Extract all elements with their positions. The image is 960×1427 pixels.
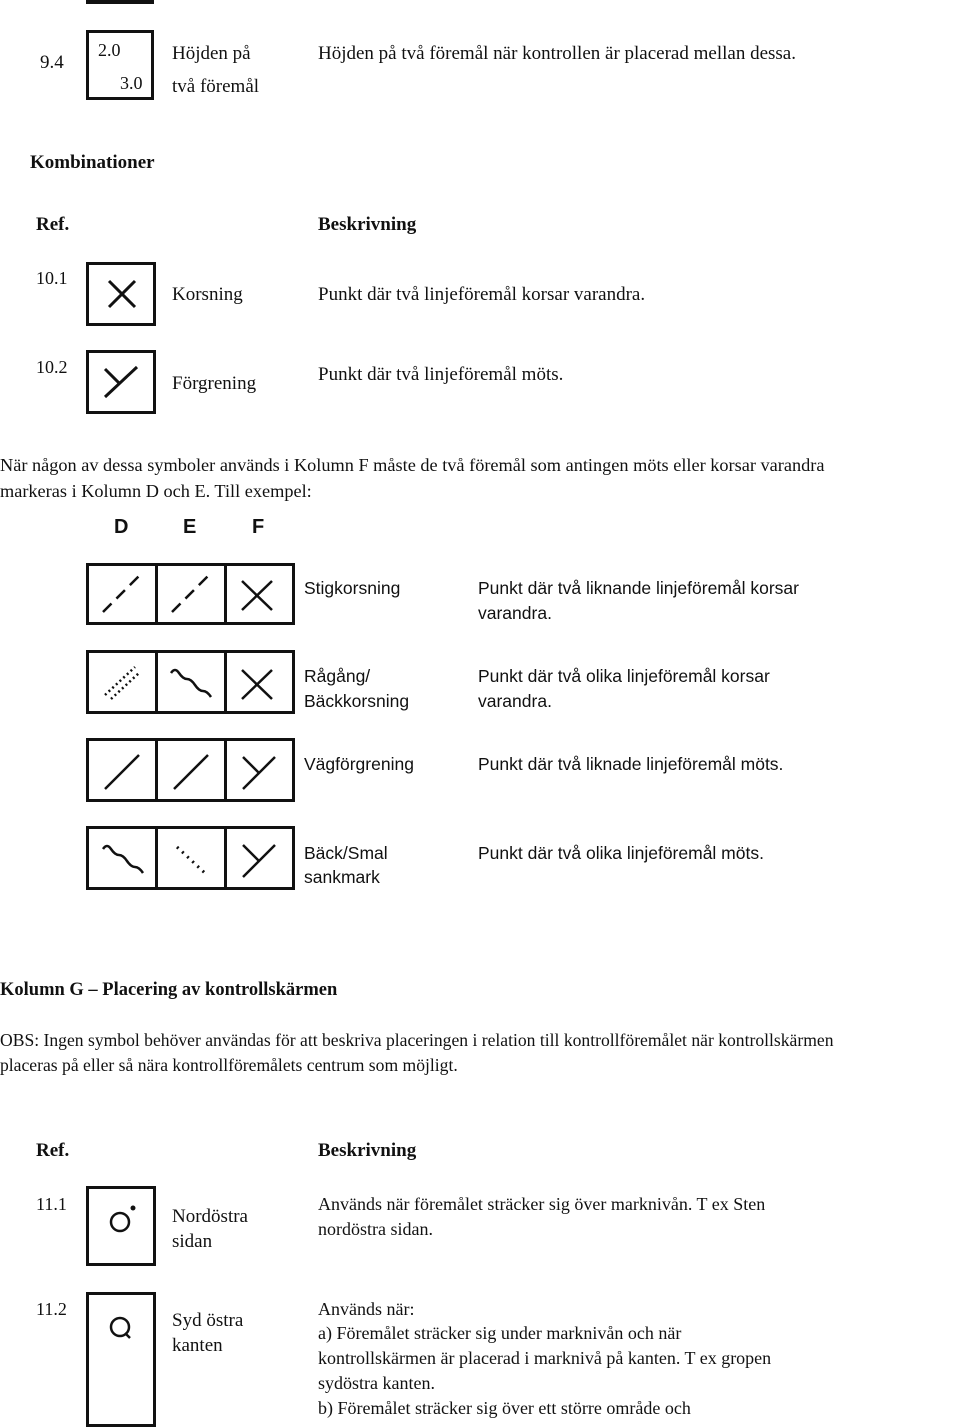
dotted-marsh-icon — [177, 847, 207, 875]
col-ref-header: Ref. — [36, 214, 70, 235]
example-name-back-1: Bäck/Smal — [304, 843, 388, 863]
example-box-ragang — [86, 650, 295, 714]
ref-10-1: 10.1 — [36, 268, 68, 288]
name-line2: två föremål — [172, 76, 260, 97]
column-g-heading: Kolumn G – Placering av kontrollskärmen — [0, 980, 338, 1000]
desc-11-2-line4: sydöstra kanten. — [318, 1373, 435, 1393]
col-f-header: F — [252, 516, 265, 538]
wavy-stream-icon — [171, 670, 211, 697]
example-desc-back: Punkt där två olika linjeföremål möts. — [478, 843, 764, 863]
symbol-box-10-1 — [86, 262, 156, 326]
wavy-stream-icon — [89, 829, 292, 887]
solid-line-icon — [89, 741, 292, 799]
example-name-back-2: sankmark — [304, 867, 380, 887]
col-e-header: E — [183, 516, 197, 538]
name-10-2: Förgrening — [172, 373, 257, 394]
symbol-box-10-2 — [86, 350, 156, 414]
example-desc-vagforgrening: Punkt där två liknade linjeföremål möts. — [478, 754, 784, 774]
desc-11-2-line2: a) Föremålet sträcker sig under marknivån och när — [318, 1323, 682, 1343]
dashed-line-icon — [89, 566, 292, 622]
example-box-back-sankmark — [86, 826, 295, 890]
col-d-header: D — [114, 516, 129, 538]
desc-11-2-line3: kontrollskärmen är placerad i marknivå på kanten. T ex gropen — [318, 1348, 772, 1368]
example-desc-stigkorsning-1: Punkt där två liknande linjeföremål korsar — [478, 578, 799, 598]
name-11-2-line2: kanten — [172, 1335, 223, 1356]
southeast-edge-icon — [89, 1295, 153, 1424]
example-name-ragang-2: Bäckkorsning — [304, 691, 410, 711]
desc-11-2-line1: Används när: — [318, 1299, 415, 1319]
name-11-1-line1: Nordöstra — [172, 1206, 248, 1227]
example-desc-ragang-1: Punkt där två olika linjeföremål korsar — [478, 666, 770, 686]
description-10-1: Punkt där två linjeföremål korsar varandra. — [318, 284, 646, 305]
example-desc-stigkorsning-2: varandra. — [478, 603, 552, 623]
description-10-2: Punkt där två linjeföremål möts. — [318, 364, 564, 385]
desc-11-2-line5: b) Föremålet sträcker sig över ett större område och — [318, 1398, 691, 1418]
name-line1: Höjden på — [172, 43, 251, 64]
dotted-ride-icon — [89, 653, 292, 711]
obs-line1: OBS: Ingen symbol behöver användas för att beskriva placeringen i relation till kontrollföremålet när kontrollskärmen — [0, 1030, 834, 1050]
ref-10-2: 10.2 — [36, 357, 68, 377]
fork-icon — [89, 353, 153, 411]
col-ref-header-g: Ref. — [36, 1140, 70, 1161]
note-line2: markeras i Kolumn D och E. Till exempel: — [0, 481, 312, 501]
example-name-vagforgrening: Vägförgrening — [304, 754, 414, 774]
ref-9-4: 9.4 — [40, 52, 64, 73]
symbol-box-11-1 — [86, 1186, 156, 1266]
obs-line2: placeras på eller så nära kontrollföremålets centrum som möjligt. — [0, 1055, 458, 1075]
name-11-2-line1: Syd östra — [172, 1310, 244, 1331]
col-desc-header: Beskrivning — [318, 214, 417, 235]
col-desc-header-g: Beskrivning — [318, 1140, 417, 1161]
top-rule — [86, 0, 154, 4]
section-heading: Kombinationer — [30, 152, 155, 173]
ref-11-2: 11.2 — [36, 1299, 67, 1319]
symbol-box-11-2 — [86, 1292, 156, 1427]
code-b: 3.0 — [120, 73, 143, 93]
example-desc-ragang-2: varandra. — [478, 691, 552, 711]
example-box-stigkorsning — [86, 563, 295, 625]
desc-11-1-line2: nordöstra sidan. — [318, 1219, 433, 1239]
example-box-vagforgrening — [86, 738, 295, 802]
name-11-1-line2: sidan — [172, 1231, 213, 1252]
description-9-4: Höjden på två föremål när kontrollen är placerad mellan dessa. — [318, 43, 796, 64]
name-10-1: Korsning — [172, 284, 243, 305]
code-box — [86, 30, 154, 100]
desc-11-1-line1: Används när föremålet sträcker sig över marknivån. T ex Sten — [318, 1194, 766, 1214]
example-name-stigkorsning: Stigkorsning — [304, 578, 401, 598]
ref-11-1: 11.1 — [36, 1194, 67, 1214]
example-name-ragang-1: Rågång/ — [304, 666, 371, 686]
note-line1: När någon av dessa symboler används i Kolumn F måste de två föremål som antingen möts eller korsar varandra — [0, 455, 825, 475]
northeast-side-icon — [89, 1189, 153, 1263]
code-a: 2.0 — [98, 40, 121, 60]
cross-icon — [89, 265, 153, 323]
